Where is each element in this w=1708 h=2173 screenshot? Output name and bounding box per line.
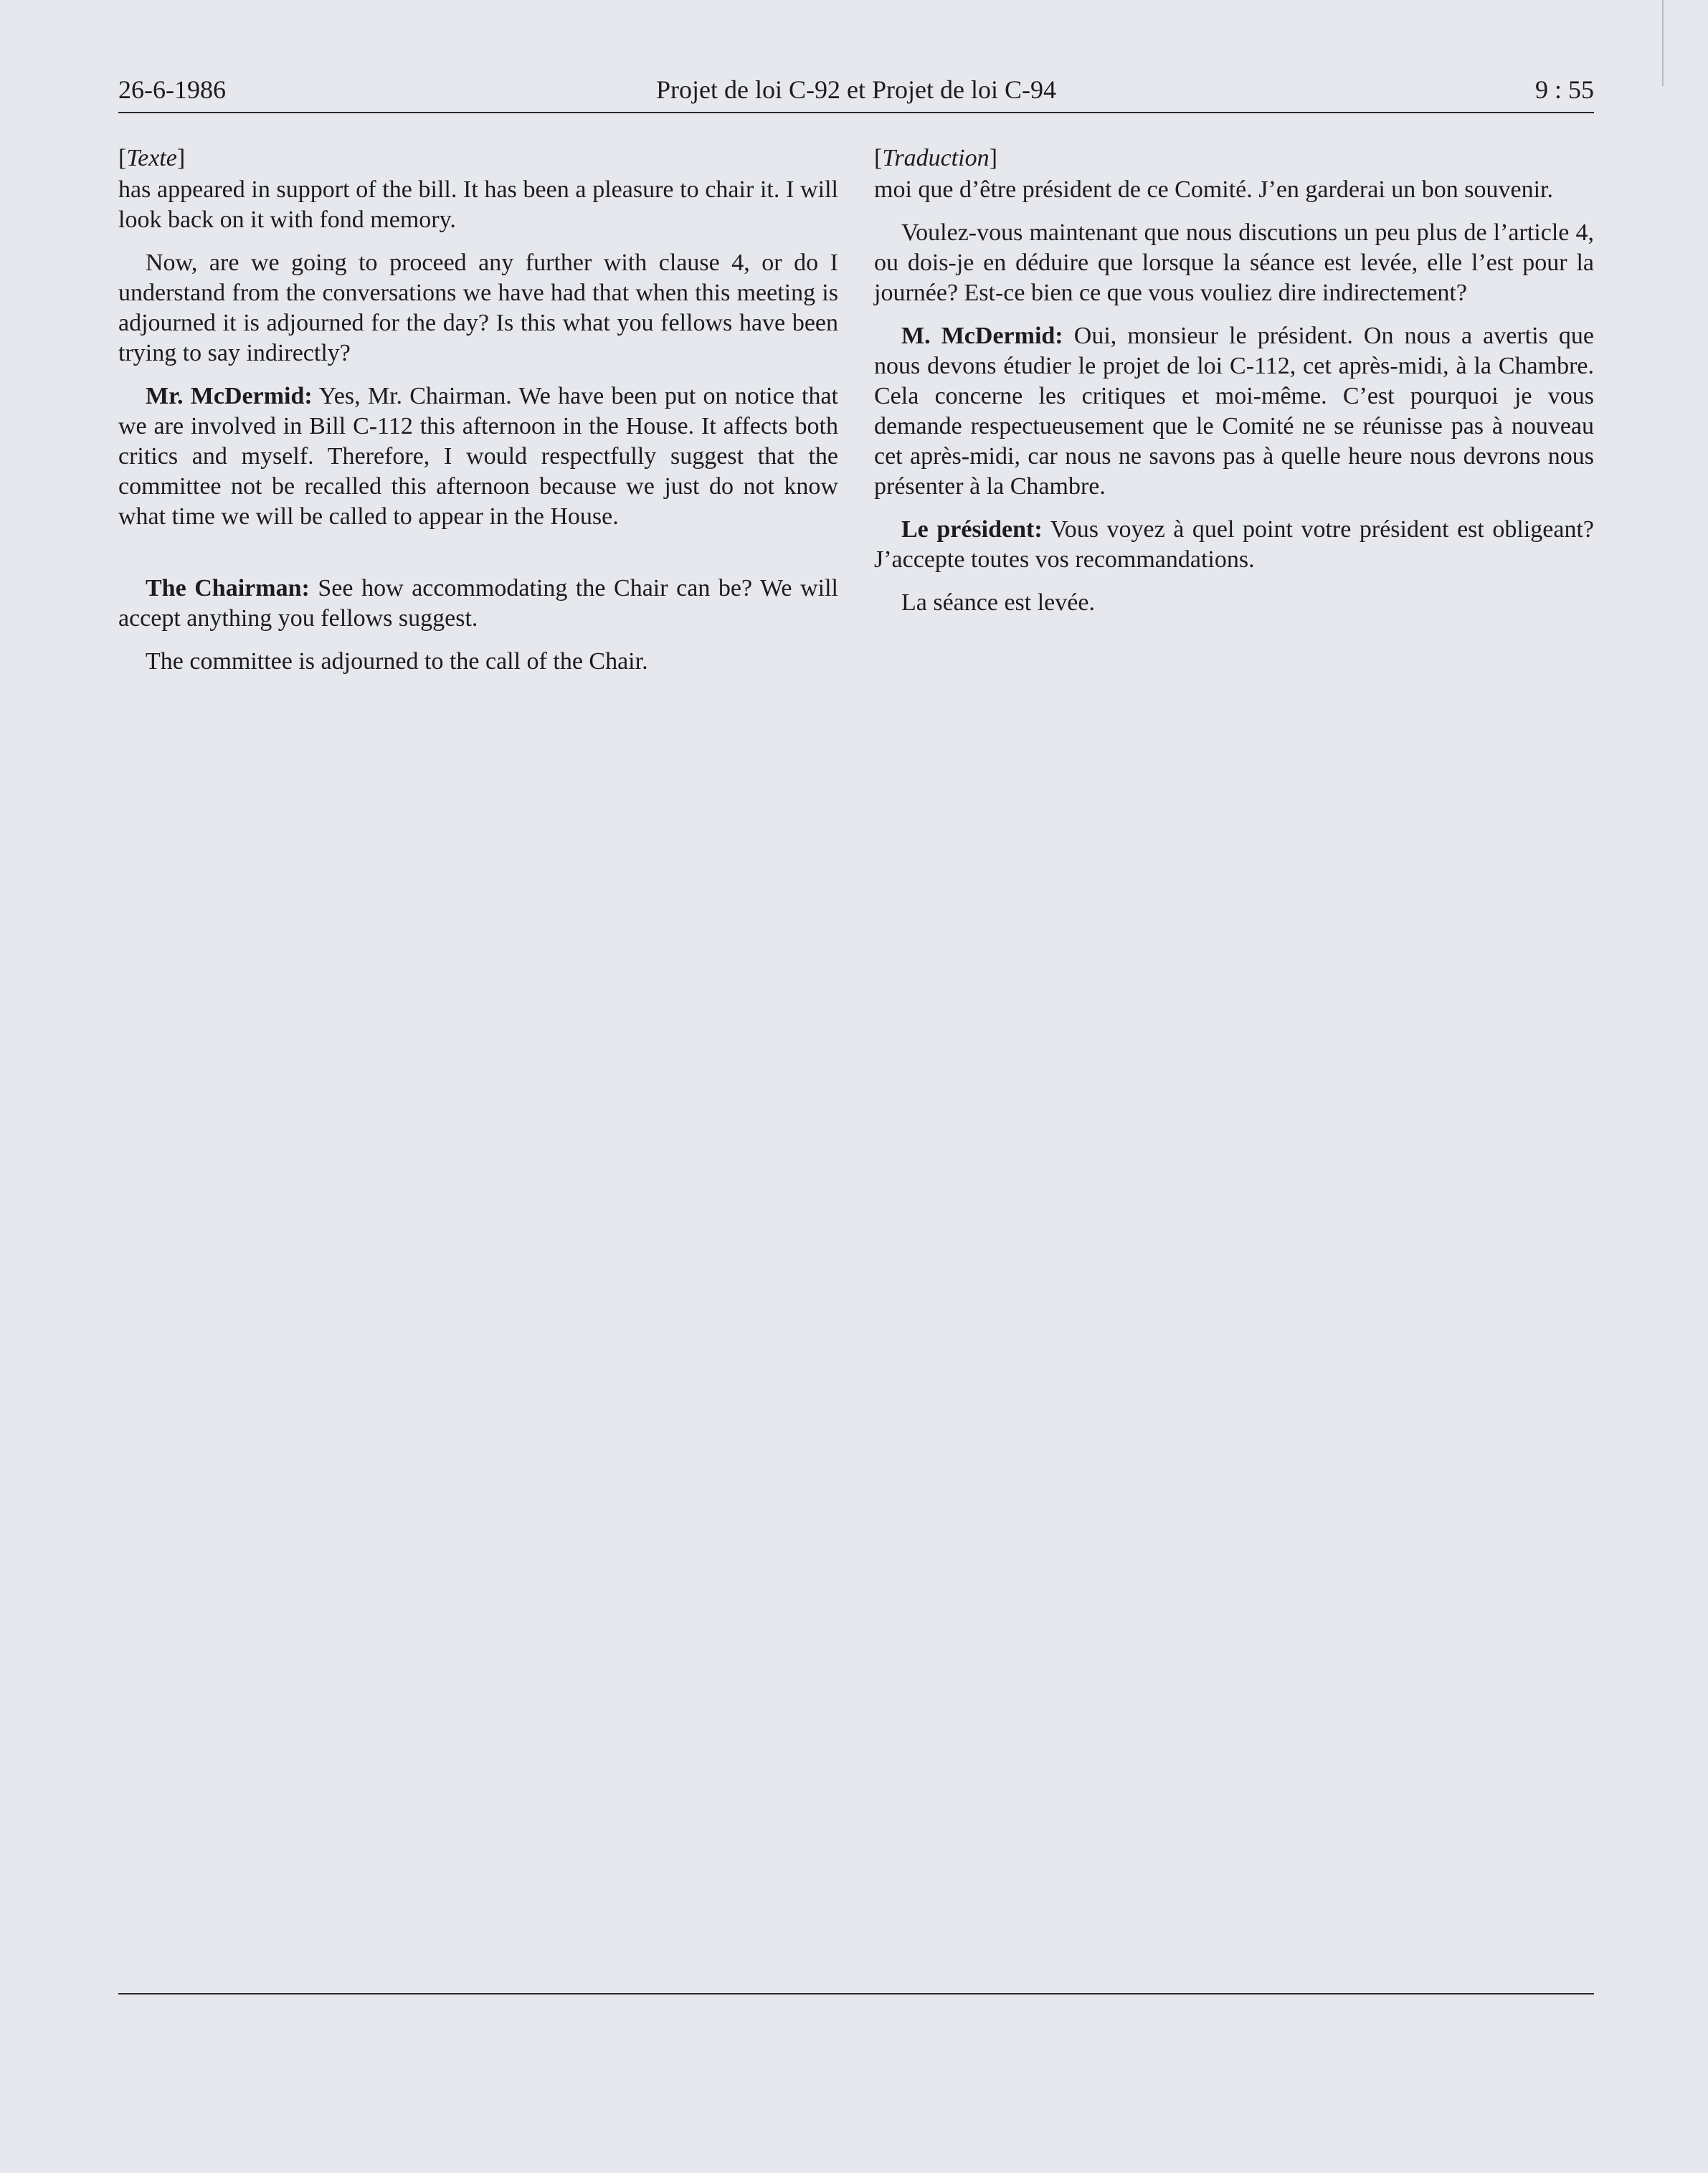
page-edge-mark	[1662, 0, 1664, 86]
paragraph-speaker-president: Le président: Vous voyez à quel point votre président est obligeant? J’accepte toutes vos recommandations.	[874, 516, 1595, 573]
paragraph: The committee is adjourned to the call of the Chair.	[146, 648, 648, 675]
paragraph-speaker-mcdermid: M. McDermid: Oui, monsieur le président. On nous a avertis que nous devons étudier le projet de loi C-112, cet après-midi, à la Chambre. Cela concerne les critiques et moi-même. C’est pourquoi je vous demande respectueusement que le Comité ne se réunisse pas à nouveau cet après-midi, car nous ne savons pas à quelle heure nous devrons nous présenter à la Chambre.	[874, 323, 1595, 500]
paragraph-speaker-chairman: The Chairman: See how accommodating the Chair can be? We will accept anything you fellows suggest.	[118, 575, 838, 632]
column-label-traduction: [Traduction]	[874, 145, 997, 171]
running-header	[118, 75, 1594, 112]
paragraph: La séance est levée.	[901, 589, 1095, 616]
paragraph: Now, are we going to proceed any further with clause 4, or do I understand from the conversations we have had that when this meeting is adjourned it is adjourned for the day? Is this what you fellows have been trying to say indirectly?	[118, 249, 838, 366]
speaker-name: Le président:	[901, 516, 1043, 543]
paragraph: moi que d’être président de ce Comité. J’en garderai un bon souvenir.	[874, 176, 1553, 203]
paragraph: Voulez-vous maintenant que nous discutions un peu plus de l’article 4, ou dois-je en déduire que lorsque la séance est levée, elle l’est pour la journée? Est-ce bien ce que vous vouliez dire indirectement?	[874, 219, 1594, 306]
header-date: 26-6-1986	[118, 75, 226, 104]
french-column	[874, 143, 1594, 631]
paragraph-speaker-mcdermid: Mr. McDermid: Yes, Mr. Chairman. We have been put on notice that we are involved in Bill C-112 this afternoon in the House. It affects both critics and myself. Therefore, I would respectfully suggest that the committee not be recalled this afternoon because we just do not know what time we will be called to appear in the House.	[118, 383, 838, 530]
footer-rule	[118, 1993, 1594, 1994]
header-page-number: 9 : 55	[1534, 75, 1594, 104]
paragraph: has appeared in support of the bill. It has been a pleasure to chair it. I will look back on it with fond memory.	[118, 176, 838, 233]
english-column	[118, 143, 838, 690]
speaker-name: Mr. McDermid:	[146, 383, 313, 409]
speaker-name: M. McDermid:	[901, 323, 1063, 349]
header-title: Projet de loi C-92 et Projet de loi C-94	[656, 75, 1056, 104]
column-label-texte: [Texte]	[118, 145, 186, 171]
header-rule	[118, 112, 1594, 113]
speaker-name: The Chairman:	[146, 575, 310, 602]
